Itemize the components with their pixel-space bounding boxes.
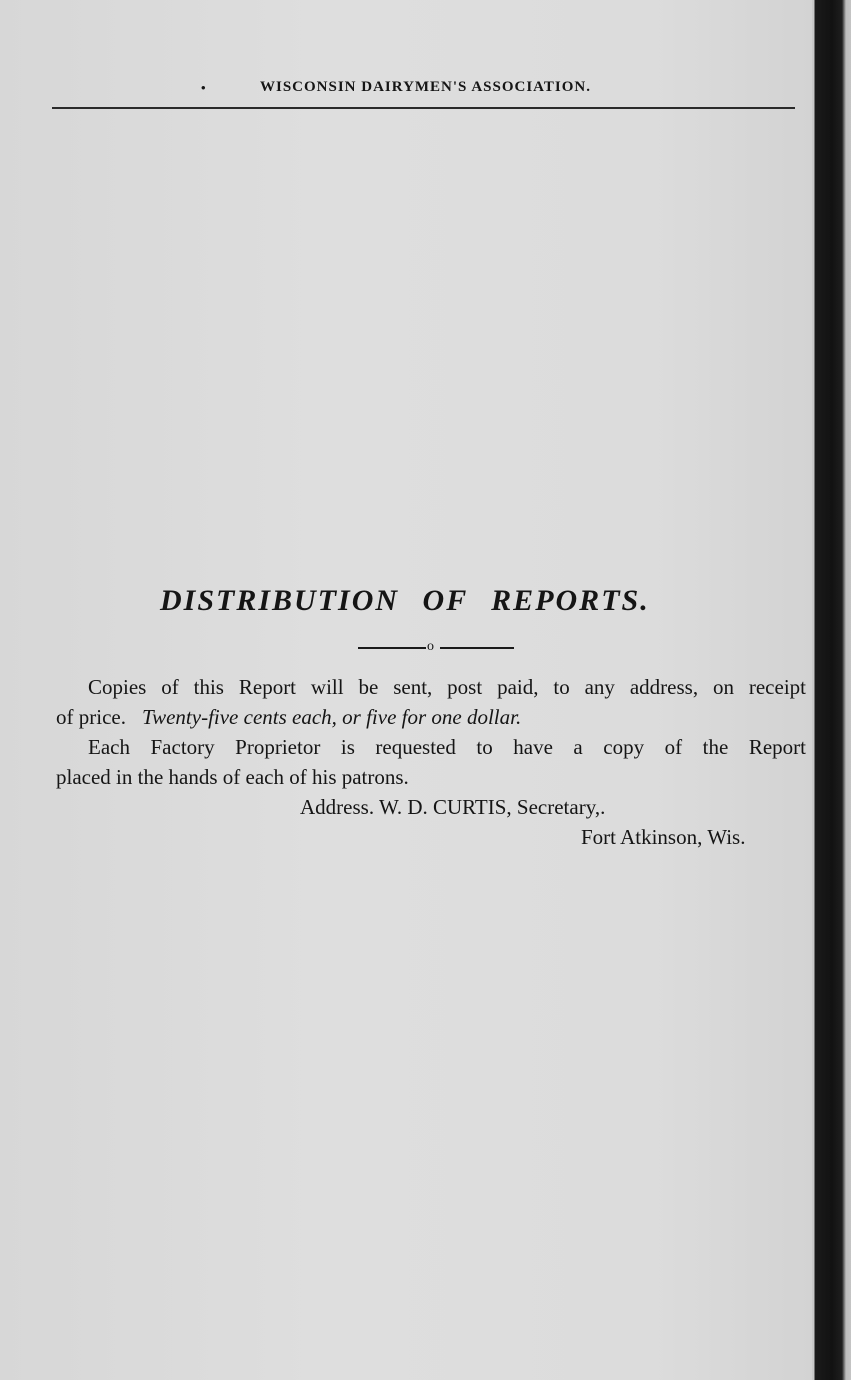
price-label: of price. bbox=[56, 705, 126, 729]
divider-line-right bbox=[440, 647, 514, 649]
paragraph-1-line-2 bbox=[56, 702, 521, 732]
page-title: DISTRIBUTION OF REPORTS. bbox=[160, 584, 650, 617]
header-rule bbox=[52, 107, 795, 109]
paragraph-2-line-2: placed in the hands of each of his patrons. bbox=[56, 765, 409, 789]
running-head-bullet: • bbox=[201, 80, 207, 95]
address-line: Address. W. D. CURTIS, Secretary,. bbox=[300, 795, 606, 819]
running-head-text: WISCONSIN DAIRYMEN'S ASSOCIATION. bbox=[259, 79, 591, 95]
price-terms: Twenty-five cents each, or five for one dollar. bbox=[141, 705, 522, 729]
paragraph-2-line-1: Each Factory Proprietor is requested to have a copy of the Report bbox=[88, 735, 806, 759]
book-spine-edge bbox=[812, 0, 851, 1380]
running-head bbox=[0, 79, 851, 96]
title-divider bbox=[358, 638, 514, 658]
divider-mark: o bbox=[427, 639, 434, 654]
paragraph-1-line-1: Copies of this Report will be sent, post paid, to any address, on receipt bbox=[88, 675, 806, 699]
divider-line-left bbox=[358, 647, 426, 649]
location-line: Fort Atkinson, Wis. bbox=[581, 825, 746, 849]
